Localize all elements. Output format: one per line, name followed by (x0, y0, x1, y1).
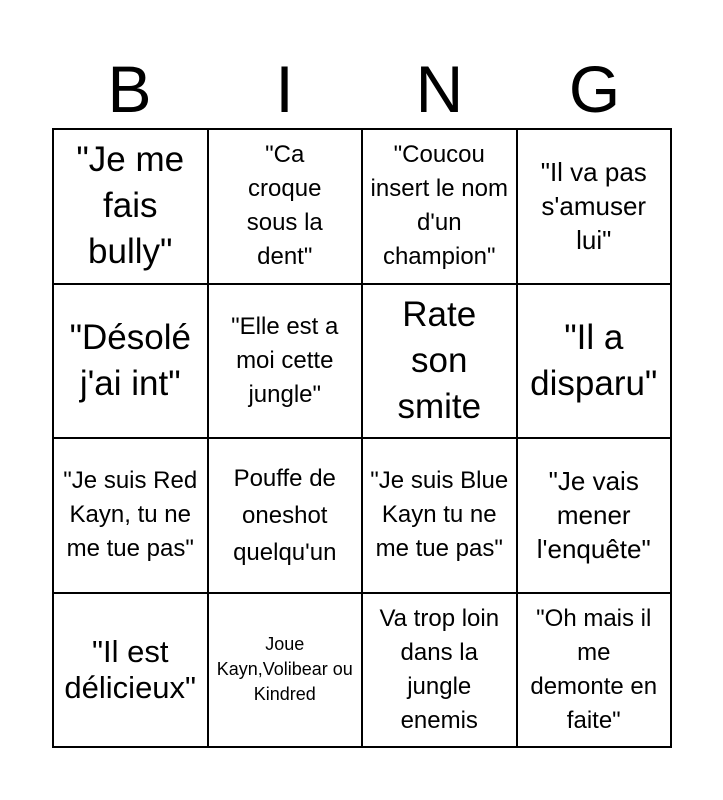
header-letter-b: B (107, 52, 152, 126)
cell-text: "Elle est a moi cette jungle" (231, 312, 339, 408)
bingo-cell[interactable] (518, 130, 673, 285)
cell-text: "Désolé j'ai int" (69, 317, 191, 403)
bingo-cell[interactable] (209, 285, 364, 440)
cell-text: "Oh mais il me demonte en faite" (530, 604, 658, 734)
cell-text: Joue Kayn,Volibear ou Kindred (216, 634, 353, 705)
bingo-cell[interactable] (54, 285, 209, 440)
bingo-cell[interactable] (209, 130, 364, 285)
cell-text: Va trop loin dans la jungle enemis (379, 604, 500, 734)
cell-text: "Il est délicieux" (64, 633, 197, 705)
bingo-cell[interactable] (209, 594, 364, 749)
bingo-cell[interactable] (518, 439, 673, 594)
header-letter-g: G (568, 52, 621, 126)
cell-text: "Il a disparu" (530, 317, 658, 403)
bingo-cell[interactable] (54, 130, 209, 285)
cell-text: "Coucou insert le nom d'un champion" (370, 141, 508, 271)
bingo-cell[interactable] (518, 285, 673, 440)
cell-text: "Il va pas s'amuser lui" (540, 157, 647, 256)
cell-text: "Je vais mener l'enquête" (536, 466, 651, 565)
bingo-cell[interactable] (54, 594, 209, 749)
bingo-grid (52, 128, 672, 748)
bingo-cell[interactable] (518, 594, 673, 749)
header-letter-i: I (275, 52, 294, 126)
cell-text: "Je suis Red Kayn, tu ne me tue pas" (63, 467, 198, 563)
bingo-cell[interactable] (54, 439, 209, 594)
bingo-cell[interactable] (363, 439, 518, 594)
cell-text: Pouffe de oneshot quelqu'un (233, 464, 337, 566)
header-letter-n: N (415, 52, 464, 126)
bingo-cell[interactable] (209, 439, 364, 594)
cell-text: Rate son smite (397, 294, 482, 426)
bingo-cell[interactable] (363, 285, 518, 440)
cell-text: "Ca croque sous la dent" (246, 141, 323, 271)
cell-text: "Je suis Blue Kayn tu ne me tue pas" (370, 467, 509, 563)
bingo-cell[interactable] (363, 130, 518, 285)
cell-text: "Je me fais bully" (76, 140, 185, 272)
bingo-cell[interactable] (363, 594, 518, 749)
bingo-header (52, 50, 672, 128)
